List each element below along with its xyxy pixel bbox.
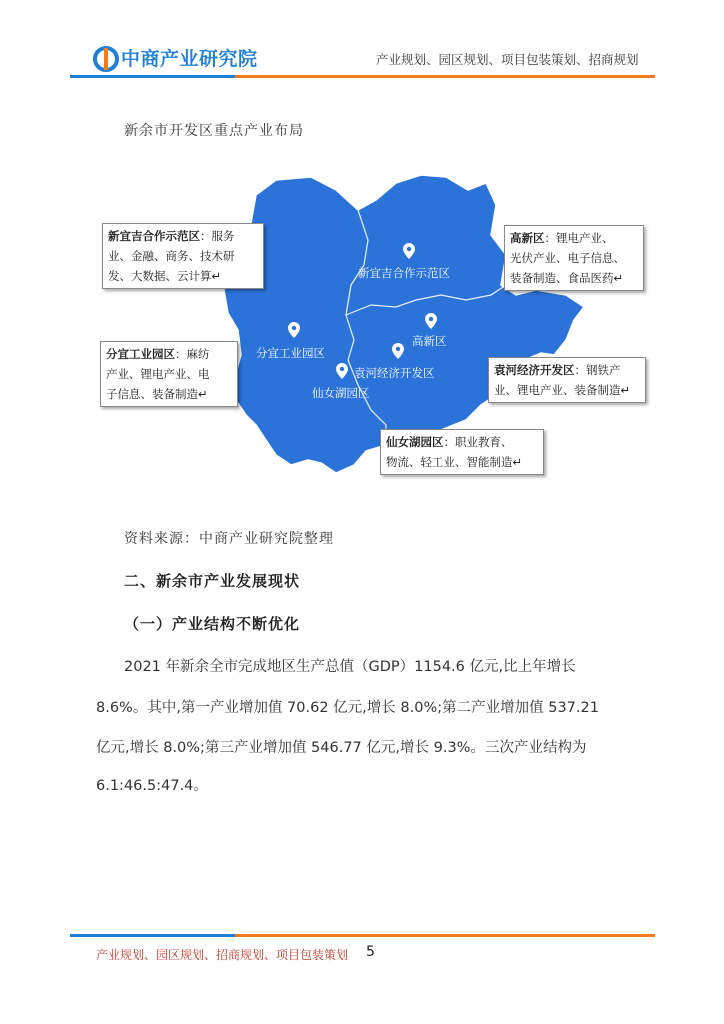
header-tagline: 产业规划、园区规划、项目包装策划、招商规划: [376, 52, 639, 67]
paragraph-line: 2021 年新余全市完成地区生产总值（GDP）1154.6 亿元,比上年增长: [124, 659, 576, 675]
place-label: 分宜工业园区: [256, 346, 325, 360]
place-label: 高新区: [412, 334, 447, 348]
subsection-heading: （一）产业结构不断优化: [124, 615, 301, 633]
pin-icon: [425, 313, 437, 329]
annotation-fenyi: 分宜工业园区：麻纺 产业、锂电产业、电 子信息、装备制造↵: [100, 341, 238, 407]
footer-rule-orange: [235, 934, 655, 937]
paragraph-line: 6.1:46.5:47.4。: [96, 778, 208, 794]
annotation-xinyiji: 新宜吉合作示范区：服务 业、金融、商务、技术研 发、大数据、云计算↵: [102, 223, 264, 289]
logo-text: 中商产业研究院: [121, 48, 258, 70]
page-header: [0, 0, 724, 85]
header-rule-orange: [235, 75, 655, 78]
paragraph-line: 亿元,增长 8.0%;第三产业增加值 546.77 亿元,增长 9.3%。三次产业结构为: [96, 740, 587, 756]
place-label: 袁河经济开发区: [354, 366, 435, 380]
header-rule-blue: [70, 75, 235, 78]
page-number: 5: [366, 944, 375, 960]
map-source: 资料来源：中商产业研究院整理: [124, 531, 334, 547]
annotation-gaoxin: 高新区：锂电产业、 光伏产业、电子信息、 装备制造、食品医药↵: [504, 225, 644, 291]
logo-icon: [93, 46, 119, 72]
place-label: 仙女湖园区: [312, 386, 370, 400]
pin-icon: [288, 322, 300, 338]
pin-icon: [336, 363, 348, 379]
section-heading: 二、新余市产业发展现状: [124, 572, 301, 590]
industry-map: [96, 155, 646, 510]
map-shape: [96, 155, 646, 510]
pin-icon: [403, 243, 415, 259]
footer-rule-blue: [70, 934, 235, 937]
place-label: 新宜吉合作示范区: [358, 266, 450, 280]
pin-icon: [392, 343, 404, 359]
annotation-yuanhe: 袁河经济开发区：钢铁产 业、锂电产业、装备制造↵: [488, 357, 646, 403]
footer-tagline: 产业规划、园区规划、招商规划、项目包装策划: [96, 948, 349, 962]
map-caption: 新余市开发区重点产业布局: [124, 123, 304, 139]
annotation-xiannvhu: 仙女湖园区：职业教育、 物流、轻工业、智能制造↵: [380, 429, 544, 475]
paragraph-line: 8.6%。其中,第一产业增加值 70.62 亿元,增长 8.0%;第二产业增加值 537.21: [96, 700, 599, 716]
